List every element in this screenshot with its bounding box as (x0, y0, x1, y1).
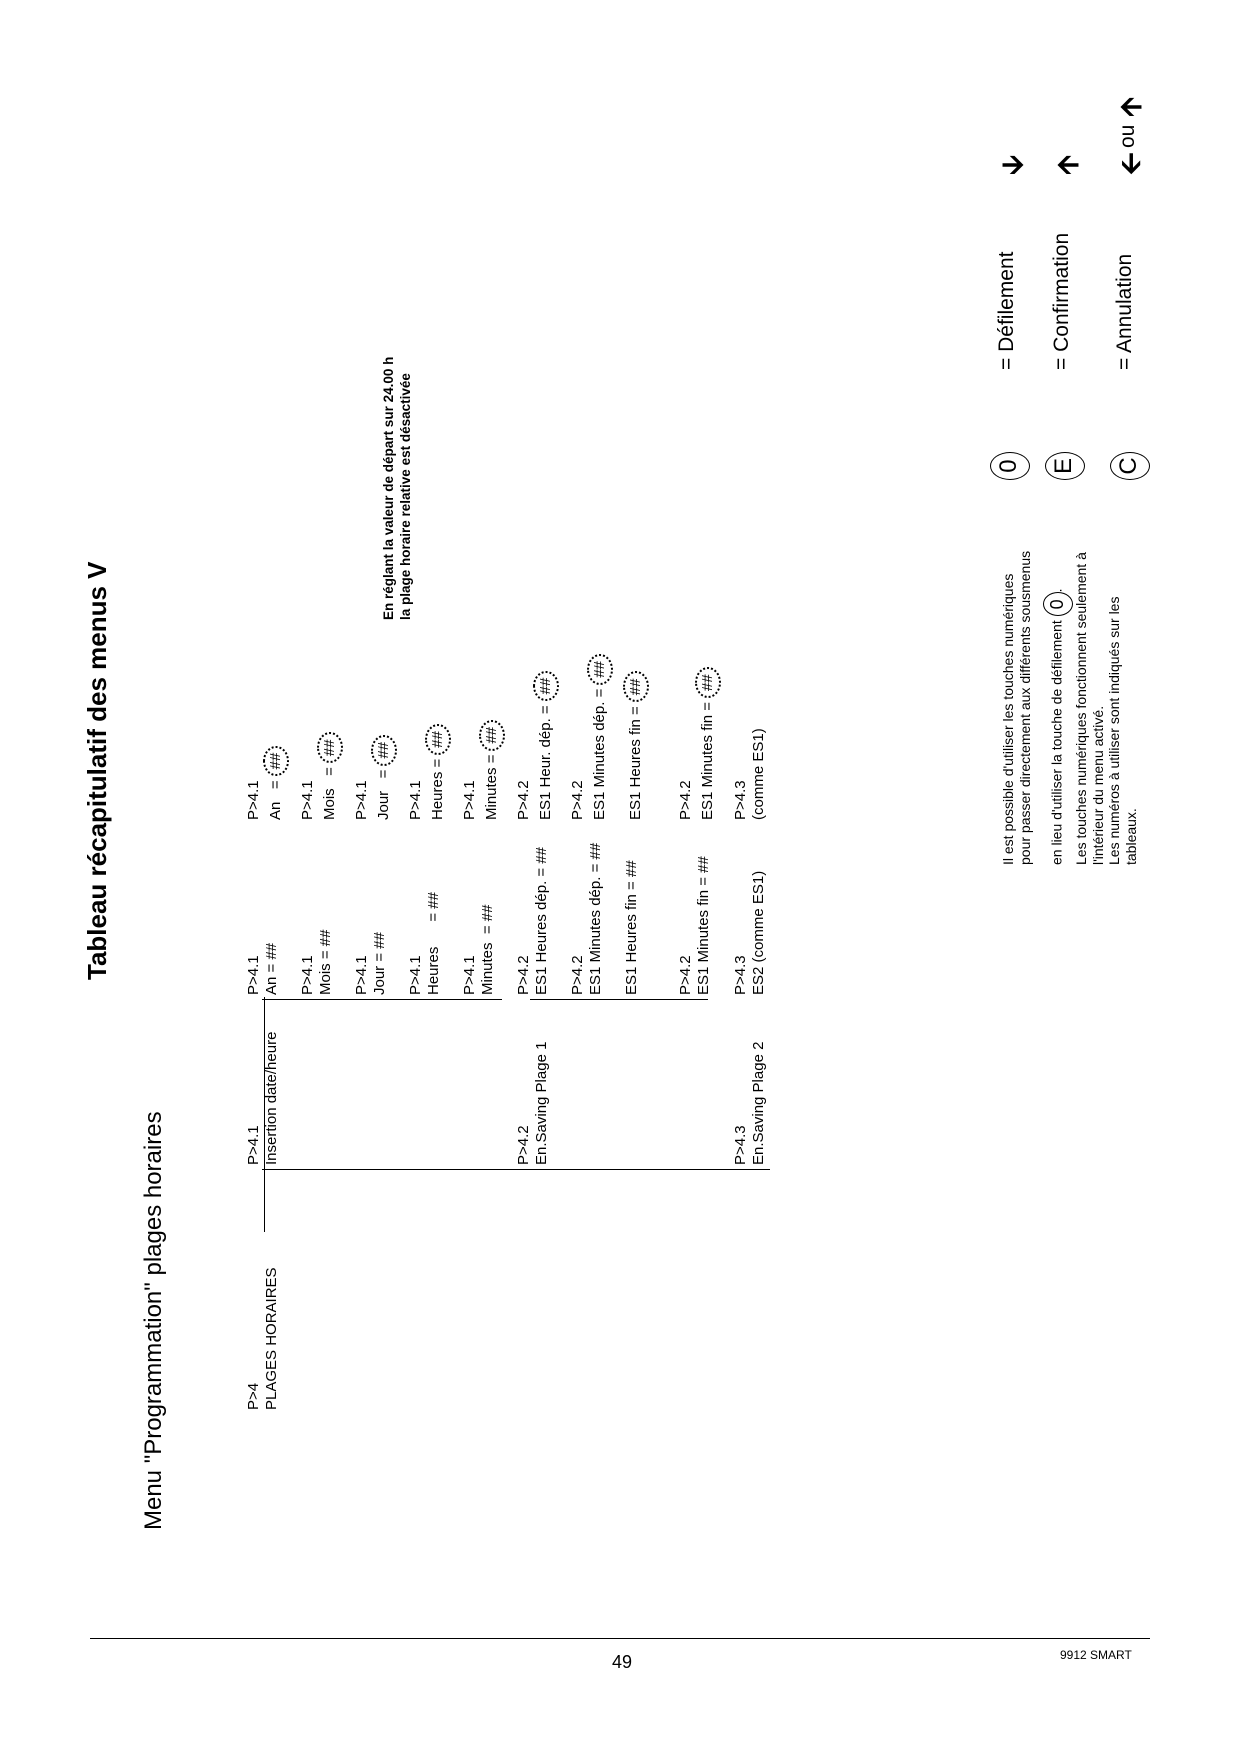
level3-minutes (461, 905, 497, 995)
level3-label: Jour = ## (371, 932, 388, 995)
level3-label: ES2 (comme ES1) (750, 870, 767, 995)
note-line: En réglant la valeur de départ sur 24.00 h (381, 356, 396, 620)
level3-mois (299, 930, 335, 995)
level3-code: P>4.1 (353, 955, 370, 995)
level3-label: ES1 Heures fin = ## (623, 860, 640, 995)
level4-code: P>4.1 (299, 780, 316, 820)
level3-es1-minutes-dep (569, 843, 605, 995)
level4-label: An = (267, 780, 284, 820)
info-line-with-key (1043, 551, 1073, 865)
left-arrow-icon: 🡨 (1115, 152, 1146, 175)
legend-cancel-label: = Annulation (1113, 253, 1136, 370)
value-placeholder: ## (263, 746, 289, 777)
scroll-key-icon: 0 (990, 452, 1030, 480)
level4-label: ES1 Heur. dép. = (537, 705, 554, 820)
level3-label: ES1 Heures dép. = ## (533, 846, 550, 995)
level3-code: P>4.2 (515, 955, 532, 995)
level3-es2 (732, 871, 768, 995)
info-line: Il est possible d'utiliser les touches numériques (1000, 573, 1016, 865)
level4-label: ES1 Minutes dép. = (591, 688, 608, 820)
level4-code: P>4.1 (407, 780, 424, 820)
level2-code: P>4.2 (515, 1125, 532, 1165)
level4-code: P>4.3 (732, 780, 749, 820)
level3-code: P>4.1 (461, 955, 478, 995)
level2-entry-4-3 (732, 1042, 768, 1165)
level4-label: (comme ES1) (750, 728, 767, 820)
info-line: Les numéros à utiliser sont indiqués sur les (1106, 596, 1122, 865)
level4-code: P>4.2 (515, 780, 532, 820)
value-placeholder: ## (623, 672, 649, 703)
info-line: pour passer directement aux différents sousmenus (1016, 550, 1033, 865)
info-line: l'intérieur du menu activé. (1089, 705, 1106, 865)
confirm-key-icon: E (1045, 452, 1085, 480)
note-line: la plage horaire relative est désactivée (398, 373, 413, 620)
level4-code: P>4.1 (461, 780, 478, 820)
level4-an (245, 746, 289, 820)
level3-an (245, 943, 281, 995)
cancel-key-icon: C (1110, 452, 1150, 480)
level3-es1-heures-fin (623, 860, 641, 995)
level3-es1-minutes-fin (677, 856, 713, 995)
level4-label: Mois = (321, 767, 338, 820)
deactivation-note (380, 357, 414, 620)
footer-rule (90, 1638, 1150, 1639)
level2-code: P>4.1 (245, 1125, 262, 1165)
level3-label: Mois = ## (317, 929, 334, 995)
value-placeholder: ## (695, 667, 721, 698)
level3-es1-heures-dep (515, 847, 551, 995)
info-paragraph (1000, 551, 1139, 865)
value-placeholder: ## (533, 671, 559, 702)
level3-label: Minutes = ## (479, 904, 496, 995)
level4-label: Jour = (375, 769, 392, 820)
legend-scroll-label: = Défilement (995, 251, 1018, 370)
level4-code: P>4.1 (245, 780, 262, 820)
info-line: Les touches numériques fonctionnent seulement à (1073, 552, 1089, 865)
level3-code: P>4.1 (407, 955, 424, 995)
level2-label: Insertion date/heure (263, 1031, 280, 1165)
level4-mois (299, 732, 343, 820)
page-title: Tableau récapitulatif des menus V (82, 561, 112, 980)
level3-code: P>4.2 (569, 955, 586, 995)
level2-bracket (262, 1169, 770, 1170)
info-line: tableaux. (1122, 808, 1139, 865)
value-placeholder: ## (317, 732, 343, 763)
menu-subtitle: Menu "Programmation" plages horaires (140, 1111, 167, 1530)
legend-confirm-label: = Confirmation (1050, 232, 1073, 370)
value-placeholder: ## (371, 735, 397, 766)
up-arrow-icon: 🡩 (1052, 154, 1083, 175)
level4-label: ES1 Minutes fin = (699, 702, 716, 820)
level2-entry-4-2 (515, 1042, 551, 1165)
level2-label: En.Saving Plage 2 (750, 1041, 767, 1165)
level2-code: P>4.3 (732, 1125, 749, 1165)
product-code: 9912 SMART (1060, 1648, 1132, 1662)
scroll-key-icon: 0 (1043, 592, 1073, 616)
value-placeholder: ## (425, 724, 451, 755)
level4-es1-minutes-fin (677, 667, 721, 820)
level4-jour (353, 735, 397, 820)
level2-entry-4-1 (245, 1032, 281, 1165)
info-text: en lieu d'utiliser la touche de défilement (1048, 620, 1065, 865)
level3-label: An = ## (263, 942, 280, 995)
value-placeholder: ## (587, 654, 613, 685)
level3-label: ES1 Minutes dép. = ## (587, 842, 604, 995)
level3-heures (407, 892, 443, 995)
level4-code: P>4.1 (353, 780, 370, 820)
level3-code: P>4.2 (677, 955, 694, 995)
level4-heures (407, 724, 451, 820)
up-arrow-icon: 🡩 (1115, 96, 1146, 117)
level4-es1-heures-fin (623, 672, 649, 821)
level3-bracket-date (262, 999, 502, 1000)
level3-label: Heures = ## (425, 892, 442, 995)
level4-es1-minutes-dep (569, 654, 613, 820)
level3-bracket-es1 (530, 999, 708, 1000)
level1-label: PLAGES HORAIRES (263, 1267, 280, 1410)
level1-entry (245, 1267, 281, 1410)
level4-label: Heures = (429, 758, 446, 820)
level4-code: P>4.2 (677, 780, 694, 820)
level4-label: Minutes = (483, 754, 500, 820)
level1-code: P>4 (245, 1382, 262, 1410)
level4-es1-heur-dep (515, 671, 559, 820)
level4-minutes (461, 720, 505, 820)
level2-label: En.Saving Plage 1 (533, 1041, 550, 1165)
page-number: 49 (612, 1652, 633, 1672)
down-arrow-icon: 🡫 (997, 154, 1028, 175)
level4-code: P>4.2 (569, 780, 586, 820)
legend-or-text: ou (1116, 124, 1139, 148)
value-placeholder: ## (479, 720, 505, 751)
level3-code: P>4.1 (299, 955, 316, 995)
level3-code: P>4.1 (245, 955, 262, 995)
level3-code: P>4.3 (732, 955, 749, 995)
level4-label: ES1 Heures fin = (627, 706, 644, 820)
info-text: . (1048, 588, 1065, 593)
level3-jour (353, 932, 389, 995)
level4-es2 (732, 728, 768, 820)
level3-label: ES1 Minutes fin = ## (695, 856, 712, 995)
